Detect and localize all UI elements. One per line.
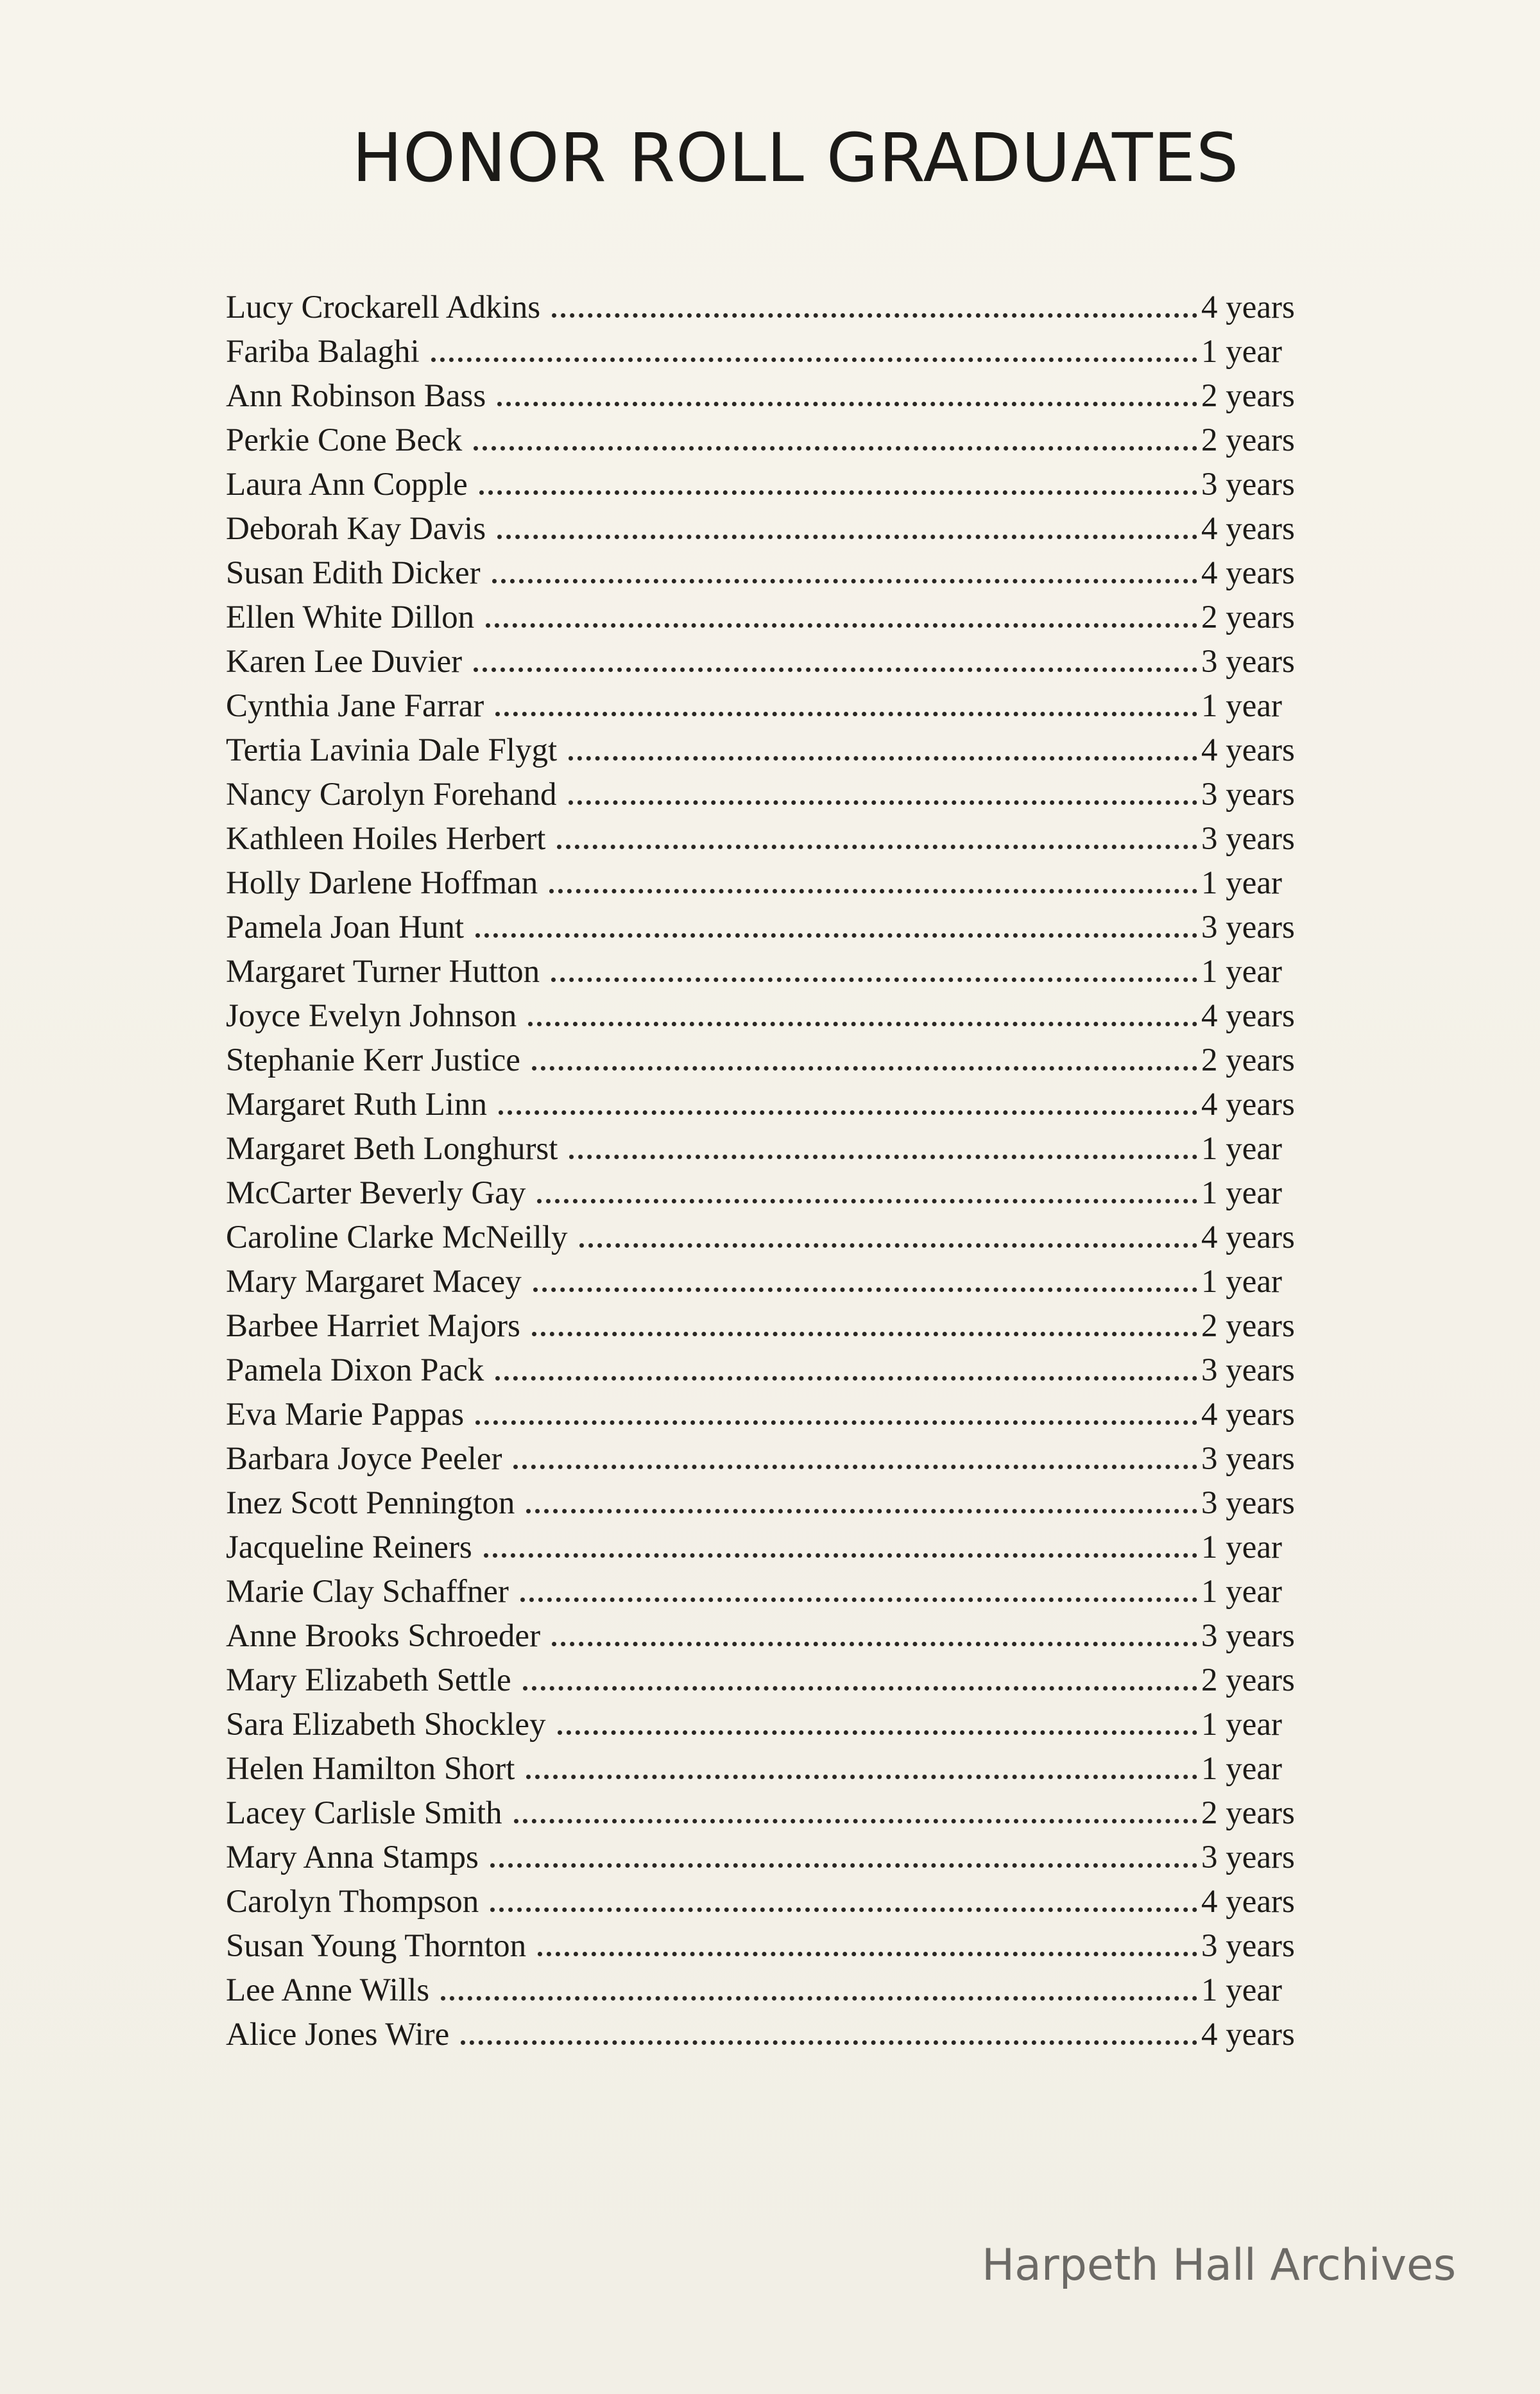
graduate-name: Pamela Joan Hunt bbox=[226, 909, 465, 945]
graduate-row bbox=[226, 861, 1394, 906]
graduate-row bbox=[226, 418, 1394, 463]
graduate-name: Inez Scott Pennington bbox=[226, 1485, 515, 1521]
graduate-row bbox=[226, 1038, 1394, 1083]
graduate-years: 3 years bbox=[1201, 1485, 1295, 1521]
graduate-years: 1 year bbox=[1201, 688, 1283, 724]
graduate-row bbox=[226, 1083, 1394, 1127]
dot-leader bbox=[538, 1952, 1197, 1956]
dot-leader bbox=[558, 1730, 1198, 1735]
graduate-row bbox=[226, 1526, 1394, 1570]
dot-leader bbox=[569, 1155, 1197, 1159]
dot-leader bbox=[520, 1597, 1197, 1602]
graduate-name: Ellen White Dillon bbox=[226, 599, 475, 635]
graduate-row bbox=[226, 2013, 1394, 2057]
dot-leader bbox=[492, 579, 1197, 583]
graduate-years: 3 years bbox=[1201, 644, 1295, 680]
graduate-name: Fariba Balaghi bbox=[226, 334, 420, 370]
graduate-years: 4 years bbox=[1201, 511, 1295, 547]
graduate-row bbox=[226, 1658, 1394, 1703]
graduate-row bbox=[226, 1747, 1394, 1791]
dot-leader bbox=[514, 1819, 1197, 1823]
dot-leader bbox=[532, 1066, 1197, 1071]
honor-roll-list bbox=[226, 286, 1394, 2057]
graduate-name: Kathleen Hoiles Herbert bbox=[226, 821, 546, 857]
graduate-years: 1 year bbox=[1201, 1574, 1283, 1610]
graduate-name: Ann Robinson Bass bbox=[226, 378, 486, 414]
graduate-row bbox=[226, 1968, 1394, 2013]
dot-leader bbox=[484, 1553, 1197, 1558]
graduate-years: 2 years bbox=[1201, 422, 1295, 458]
graduate-years: 1 year bbox=[1201, 1131, 1283, 1167]
graduate-row bbox=[226, 1127, 1394, 1171]
dot-leader bbox=[490, 1907, 1197, 1912]
graduate-name: Sara Elizabeth Shockley bbox=[226, 1707, 546, 1743]
graduate-years: 1 year bbox=[1201, 334, 1283, 370]
graduate-row bbox=[226, 1437, 1394, 1481]
graduate-row bbox=[226, 507, 1394, 551]
graduate-years: 1 year bbox=[1201, 954, 1283, 990]
dot-leader bbox=[495, 712, 1197, 716]
graduate-years: 4 years bbox=[1201, 1397, 1295, 1433]
graduate-name: Karen Lee Duvier bbox=[226, 644, 463, 680]
graduate-name: Laura Ann Copple bbox=[226, 467, 468, 503]
graduate-years: 3 years bbox=[1201, 1441, 1295, 1477]
dot-leader bbox=[532, 1332, 1197, 1336]
graduate-years: 4 years bbox=[1201, 998, 1295, 1034]
graduate-name: Alice Jones Wire bbox=[226, 2017, 450, 2053]
graduate-name: Mary Anna Stamps bbox=[226, 1839, 479, 1875]
graduate-name: Helen Hamilton Short bbox=[226, 1751, 515, 1787]
graduate-years: 4 years bbox=[1201, 1219, 1295, 1255]
graduate-row bbox=[226, 1570, 1394, 1614]
graduate-row bbox=[226, 994, 1394, 1038]
graduate-row bbox=[226, 1791, 1394, 1836]
graduate-years: 2 years bbox=[1201, 1795, 1295, 1831]
graduate-row bbox=[226, 1836, 1394, 1880]
dot-leader bbox=[526, 1775, 1197, 1779]
dot-leader bbox=[551, 977, 1197, 982]
dot-leader bbox=[537, 1199, 1197, 1203]
dot-leader bbox=[490, 1863, 1197, 1868]
dot-leader bbox=[431, 357, 1197, 362]
dot-leader bbox=[499, 1110, 1197, 1115]
dot-leader bbox=[533, 1287, 1197, 1292]
dot-leader bbox=[497, 535, 1197, 539]
graduate-name: Lucy Crockarell Adkins bbox=[226, 289, 541, 325]
graduate-name: Nancy Carolyn Forehand bbox=[226, 777, 557, 813]
dot-leader bbox=[486, 623, 1197, 628]
dot-leader bbox=[549, 889, 1197, 893]
graduate-years: 3 years bbox=[1201, 1928, 1295, 1964]
graduate-row bbox=[226, 817, 1394, 861]
graduate-years: 4 years bbox=[1201, 555, 1295, 591]
graduate-years: 3 years bbox=[1201, 777, 1295, 813]
dot-leader bbox=[474, 667, 1197, 672]
graduate-row bbox=[226, 1614, 1394, 1658]
graduate-years: 1 year bbox=[1201, 1707, 1283, 1743]
graduate-name: Barbara Joyce Peeler bbox=[226, 1441, 502, 1477]
dot-leader bbox=[552, 1642, 1197, 1646]
graduate-name: Tertia Lavinia Dale Flygt bbox=[226, 732, 558, 768]
graduate-name: Deborah Kay Davis bbox=[226, 511, 486, 547]
archive-watermark: Harpeth Hall Archives bbox=[982, 2240, 1457, 2291]
graduate-name: Susan Edith Dicker bbox=[226, 555, 481, 591]
graduate-years: 2 years bbox=[1201, 378, 1295, 414]
dot-leader bbox=[461, 2040, 1197, 2045]
graduate-name: Marie Clay Schaffner bbox=[226, 1574, 509, 1610]
graduate-row bbox=[226, 728, 1394, 773]
graduate-row bbox=[226, 684, 1394, 728]
graduate-name: Margaret Beth Longhurst bbox=[226, 1131, 558, 1167]
graduate-name: Cynthia Jane Farrar bbox=[226, 688, 484, 724]
graduate-name: Holly Darlene Hoffman bbox=[226, 865, 538, 901]
dot-leader bbox=[569, 800, 1197, 805]
graduate-row bbox=[226, 1216, 1394, 1260]
graduate-name: Lacey Carlisle Smith bbox=[226, 1795, 502, 1831]
graduate-row bbox=[226, 1260, 1394, 1304]
graduate-row bbox=[226, 1304, 1394, 1348]
dot-leader bbox=[552, 313, 1197, 318]
dot-leader bbox=[475, 933, 1197, 938]
graduate-name: Lee Anne Wills bbox=[226, 1972, 430, 2008]
dot-leader bbox=[441, 1996, 1197, 2001]
graduate-row bbox=[226, 596, 1394, 640]
dot-leader bbox=[526, 1509, 1197, 1513]
graduate-row bbox=[226, 330, 1394, 374]
graduate-name: Susan Young Thornton bbox=[226, 1928, 527, 1964]
graduate-years: 3 years bbox=[1201, 821, 1295, 857]
graduate-years: 1 year bbox=[1201, 1264, 1283, 1300]
graduate-row bbox=[226, 1171, 1394, 1216]
graduate-row bbox=[226, 640, 1394, 684]
graduate-name: Anne Brooks Schroeder bbox=[226, 1618, 541, 1654]
graduate-row bbox=[226, 463, 1394, 507]
graduate-row bbox=[226, 950, 1394, 994]
graduate-row bbox=[226, 551, 1394, 596]
graduate-years: 4 years bbox=[1201, 2017, 1295, 2053]
graduate-name: McCarter Beverly Gay bbox=[226, 1175, 526, 1211]
dot-leader bbox=[475, 1420, 1197, 1425]
dot-leader bbox=[569, 756, 1197, 761]
graduate-name: Barbee Harriet Majors bbox=[226, 1308, 520, 1344]
graduate-years: 4 years bbox=[1201, 289, 1295, 325]
graduate-row bbox=[226, 1481, 1394, 1526]
graduate-years: 1 year bbox=[1201, 1972, 1283, 2008]
graduate-row bbox=[226, 1393, 1394, 1437]
graduate-name: Eva Marie Pappas bbox=[226, 1397, 465, 1433]
graduate-years: 1 year bbox=[1201, 1751, 1283, 1787]
graduate-name: Carolyn Thompson bbox=[226, 1884, 479, 1920]
graduate-name: Margaret Ruth Linn bbox=[226, 1087, 487, 1123]
graduate-row bbox=[226, 906, 1394, 950]
dot-leader bbox=[523, 1686, 1197, 1691]
graduate-years: 2 years bbox=[1201, 1662, 1295, 1698]
page-title: HONOR ROLL GRADUATES bbox=[352, 119, 1240, 197]
dot-leader bbox=[474, 446, 1197, 451]
graduate-name: Caroline Clarke McNeilly bbox=[226, 1219, 568, 1255]
graduate-name: Margaret Turner Hutton bbox=[226, 954, 540, 990]
dot-leader bbox=[528, 1022, 1197, 1026]
graduate-years: 3 years bbox=[1201, 909, 1295, 945]
graduate-years: 3 years bbox=[1201, 467, 1295, 503]
graduate-name: Jacqueline Reiners bbox=[226, 1529, 472, 1565]
graduate-row bbox=[226, 286, 1394, 330]
graduate-row bbox=[226, 773, 1394, 817]
graduate-row bbox=[226, 1348, 1394, 1393]
graduate-row bbox=[226, 1703, 1394, 1747]
graduate-row bbox=[226, 1924, 1394, 1968]
graduate-years: 1 year bbox=[1201, 865, 1283, 901]
dot-leader bbox=[513, 1465, 1197, 1469]
graduate-years: 1 year bbox=[1201, 1529, 1283, 1565]
graduate-name: Mary Margaret Macey bbox=[226, 1264, 522, 1300]
graduate-years: 3 years bbox=[1201, 1352, 1295, 1388]
dot-leader bbox=[557, 845, 1197, 849]
graduate-years: 4 years bbox=[1201, 1884, 1295, 1920]
graduate-years: 2 years bbox=[1201, 599, 1295, 635]
graduate-name: Joyce Evelyn Johnson bbox=[226, 998, 517, 1034]
graduate-years: 4 years bbox=[1201, 1087, 1295, 1123]
graduate-name: Perkie Cone Beck bbox=[226, 422, 463, 458]
graduate-row bbox=[226, 374, 1394, 418]
graduate-years: 3 years bbox=[1201, 1839, 1295, 1875]
dot-leader bbox=[579, 1243, 1197, 1248]
graduate-name: Mary Elizabeth Settle bbox=[226, 1662, 511, 1698]
graduate-years: 1 year bbox=[1201, 1175, 1283, 1211]
graduate-years: 3 years bbox=[1201, 1618, 1295, 1654]
graduate-name: Pamela Dixon Pack bbox=[226, 1352, 484, 1388]
graduate-years: 2 years bbox=[1201, 1042, 1295, 1078]
graduate-row bbox=[226, 1880, 1394, 1924]
graduate-name: Stephanie Kerr Justice bbox=[226, 1042, 520, 1078]
dot-leader bbox=[479, 490, 1197, 495]
graduate-years: 4 years bbox=[1201, 732, 1295, 768]
dot-leader bbox=[495, 1376, 1197, 1381]
graduate-years: 2 years bbox=[1201, 1308, 1295, 1344]
dot-leader bbox=[497, 402, 1197, 406]
